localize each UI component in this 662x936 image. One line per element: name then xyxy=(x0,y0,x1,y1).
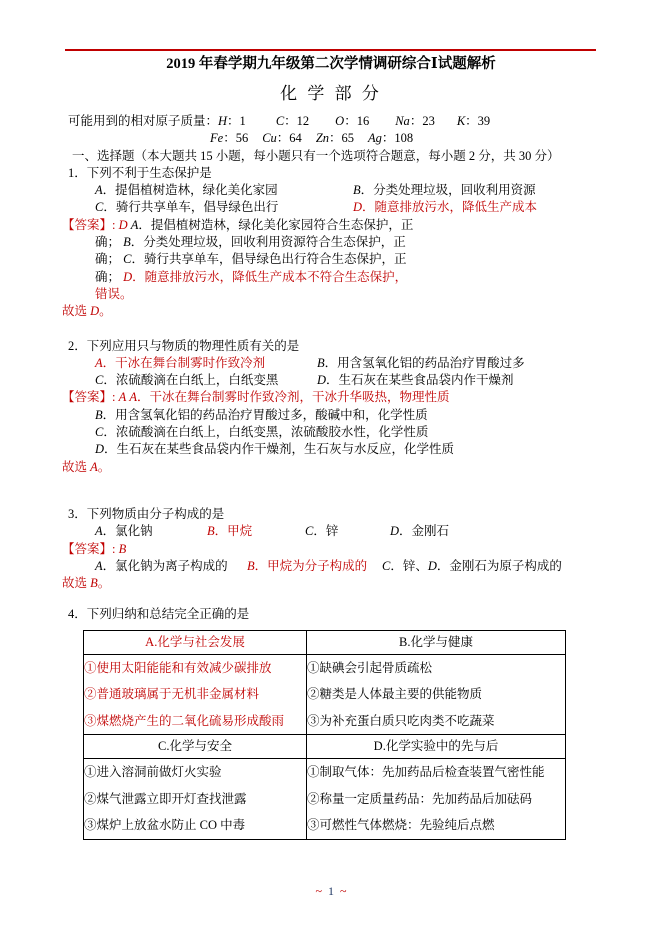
question4-table-container xyxy=(62,630,662,840)
text-segment: Cu xyxy=(262,131,277,146)
text-lines-container xyxy=(62,113,662,624)
text-segment: ．浓硫酸滴在白纸上，白纸变黑 xyxy=(103,373,279,388)
table-list-item: ③煤燃烧产生的二氧化硫易形成酸雨 xyxy=(84,713,285,728)
q3-answer xyxy=(62,541,662,558)
q2-answer xyxy=(62,389,662,406)
table-header-label: A.化学与社会发展 xyxy=(145,634,245,649)
q1-explain-d xyxy=(95,269,662,286)
option-column xyxy=(353,182,536,199)
table-list-item: ②煤气泄露立即开灯查找泄露 xyxy=(84,791,247,806)
text-segment: ．分类处理垃圾，回收利用资源 xyxy=(360,183,536,198)
text-segment: 3．下列物质由分子构成的是 xyxy=(68,506,225,521)
text-segment: ．锌、 xyxy=(390,558,428,573)
table-row xyxy=(84,654,566,735)
q1-stem xyxy=(68,165,662,182)
page-footer xyxy=(0,884,662,899)
table-list-item: ①制取气体：先加药品后检查装置气密性能 xyxy=(307,765,545,780)
table-header-cell xyxy=(84,630,307,654)
text-segment: ．骑行共享单车，倡导绿色出行符合生态保护，正 xyxy=(131,252,407,267)
text-segment: Na xyxy=(395,114,410,128)
table-header-cell xyxy=(84,735,307,759)
text-segment: 【答案】: xyxy=(62,217,119,232)
text-segment: ．干冰在舞台制雾时作致冷剂 xyxy=(102,355,266,370)
text-segment: 确； xyxy=(95,235,124,250)
text-segment: ．甲烷为分子构成的 xyxy=(254,558,368,573)
table-list-item: ①使用太阳能能和有效减少碳排放 xyxy=(84,660,272,675)
option-column xyxy=(95,523,207,540)
table-header-label: C.化学与安全 xyxy=(158,739,232,754)
table-list-cell xyxy=(307,654,566,735)
text-segment: B xyxy=(353,183,361,198)
text-segment: ：39 xyxy=(465,114,491,128)
q1-options-ab xyxy=(95,182,662,199)
table-list-item: ③煤炉上放盆水防止 CO 中毒 xyxy=(84,818,246,833)
table-list-item: ①进入溶洞前做灯火实验 xyxy=(84,765,222,780)
text-segment: ．甲烷 xyxy=(214,524,253,539)
text-segment: ：64 xyxy=(276,131,302,146)
table-row xyxy=(84,759,566,840)
text-segment: 2．下列应用只与物质的物理性质有关的是 xyxy=(68,338,300,353)
text-segment: ．随意排放污水，降低生产成本 xyxy=(362,200,538,215)
text-segment: Zn xyxy=(315,131,330,146)
text-segment: ．金刚石为原子构成的 xyxy=(436,558,562,573)
text-segment: 。 xyxy=(97,459,111,474)
section-heading xyxy=(72,148,662,165)
table-header-cell xyxy=(307,630,566,654)
text-segment: A xyxy=(95,558,103,573)
option-column xyxy=(317,355,525,372)
table-header-cell xyxy=(307,735,566,759)
q1-answer xyxy=(62,217,662,234)
table-list-cell xyxy=(84,759,307,840)
text-segment: C xyxy=(95,373,104,388)
question4-summary-table xyxy=(83,630,566,840)
table-list-item: ②称量一定质量药品：先加药品后加砝码 xyxy=(307,791,533,806)
table-list-item: ③为补充蛋白质只吃肉类不吃蔬菜 xyxy=(307,713,495,728)
text-segment: B xyxy=(90,576,98,591)
option-column xyxy=(95,372,317,389)
text-segment: 可能用到的相对原子质量： xyxy=(68,114,219,128)
text-segment: B xyxy=(95,407,103,422)
q3-options xyxy=(95,523,662,540)
text-segment: ．随意排放污水，降低生产成本不符合生态保护， xyxy=(132,269,408,284)
text-segment: D xyxy=(123,269,133,284)
text-segment: 错误。 xyxy=(95,286,133,301)
table-row xyxy=(84,735,566,759)
text-segment: 确； xyxy=(95,252,124,267)
q2-explain-d xyxy=(95,441,662,458)
text-segment: D xyxy=(90,304,100,319)
text-segment: Ag xyxy=(368,131,382,146)
text-segment: ：1 xyxy=(227,114,246,128)
text-segment: 4．下列归纳和总结完全正确的是 xyxy=(68,607,250,622)
text-segment: B xyxy=(118,541,127,556)
footer-tilde-right: ~ xyxy=(340,884,347,898)
text-segment: ：56 xyxy=(223,131,249,146)
table-list-item: ②普通玻璃属于无机非金属材料 xyxy=(84,687,260,702)
text-segment: ：23 xyxy=(409,114,435,128)
text-segment: B xyxy=(247,558,255,573)
page-title: 2019 年春学期九年级第二次学情调研综合Ⅰ试题解析 xyxy=(166,56,496,72)
text-segment: C xyxy=(123,252,132,267)
option-column xyxy=(317,372,514,389)
option-column xyxy=(95,558,247,575)
text-segment: D xyxy=(118,217,128,232)
text-segment: ：12 xyxy=(284,114,310,128)
text-segment: D xyxy=(353,200,363,215)
text-segment: ．氯化钠为离子构成的 xyxy=(102,558,228,573)
text-segment: O xyxy=(335,114,345,128)
text-segment: ：65 xyxy=(329,131,355,146)
text-segment: D xyxy=(317,373,327,388)
q1-options-cd xyxy=(95,199,662,216)
text-segment: ．分类处理垃圾，回收利用资源符合生态保护，正 xyxy=(130,235,406,250)
q1-explain-end xyxy=(95,286,662,303)
option-column xyxy=(305,523,390,540)
text-segment: ．骑行共享单车，倡导绿色出行 xyxy=(103,200,279,215)
text-segment: B xyxy=(207,524,215,539)
header-rule xyxy=(65,49,596,51)
text-segment: A xyxy=(90,459,98,474)
text-segment: ．干冰在舞台制雾时作致冷剂，干冰升华吸热，物理性质 xyxy=(137,390,450,405)
text-segment: ．氯化钠 xyxy=(102,524,153,539)
text-segment: A xyxy=(95,355,103,370)
text-segment: ．生石灰在某些食品袋内作干燥剂 xyxy=(326,373,514,388)
option-column xyxy=(390,523,449,540)
table-list-item: ②糖类是人体最主要的供能物质 xyxy=(307,687,483,702)
text-segment: B xyxy=(317,355,325,370)
option-column xyxy=(353,199,537,216)
option-column xyxy=(247,558,382,575)
option-column xyxy=(207,523,305,540)
document-body xyxy=(62,113,662,840)
table-list-item: ①缺碘会引起骨质疏松 xyxy=(307,660,433,675)
text-segment: ．金刚石 xyxy=(399,524,450,539)
text-segment: D xyxy=(95,442,105,457)
table-row xyxy=(84,630,566,654)
text-segment: K xyxy=(456,114,466,128)
atomic-mass-line-1 xyxy=(68,113,662,130)
text-segment: C xyxy=(275,114,285,128)
text-segment: D xyxy=(427,558,437,573)
text-segment: ．提倡植树造林，绿化美化家园符合生态保护，正 xyxy=(138,217,414,232)
text-segment: C xyxy=(95,425,104,440)
text-segment: C xyxy=(382,558,391,573)
text-segment: 确； xyxy=(95,269,124,284)
option-column xyxy=(382,558,562,575)
text-segment: D xyxy=(390,524,400,539)
text-segment: 【答案】: xyxy=(62,541,119,556)
q2-conclusion xyxy=(62,459,662,476)
text-segment: 。 xyxy=(97,576,111,591)
page-subtitle: 化 学 部 分 xyxy=(280,84,382,103)
text-segment: ．用含氢氧化铝的药品治疗胃酸过多，酸碱中和，化学性质 xyxy=(102,407,428,422)
text-segment: A xyxy=(130,217,139,232)
text-segment: A xyxy=(95,524,103,539)
q2-options-cd xyxy=(95,372,662,389)
q3-conclusion xyxy=(62,575,662,592)
text-segment: 故选 xyxy=(62,459,91,474)
text-segment: 一、选择题（本大题共 15 小题，每小题只有一个选项符合题意，每小题 2 分，共 30 分） xyxy=(72,148,560,163)
q2-stem xyxy=(68,338,662,355)
text-segment: B xyxy=(123,235,131,250)
q1-conclusion xyxy=(62,303,662,320)
table-list-cell xyxy=(84,654,307,735)
text-segment: 【答案】: xyxy=(62,390,119,405)
text-segment: H xyxy=(218,114,228,128)
text-segment: C xyxy=(305,524,314,539)
text-segment: 故选 xyxy=(62,304,91,319)
q3-explain xyxy=(95,558,662,575)
table-header-label: B.化学与健康 xyxy=(399,634,473,649)
text-segment: A xyxy=(129,390,138,405)
text-segment: ：16 xyxy=(344,114,370,128)
table-header-label: D.化学实验中的先与后 xyxy=(373,739,499,754)
text-segment: Fe xyxy=(210,131,224,146)
table-list-item: ③可燃性气体燃烧：先验纯后点燃 xyxy=(307,818,495,833)
text-segment: ．提倡植树造林，绿化美化家园 xyxy=(102,183,278,198)
option-column xyxy=(95,199,353,216)
text-segment: ：108 xyxy=(381,131,414,146)
text-segment: ．锌 xyxy=(313,524,339,539)
text-segment: ．生石灰在某些食品袋内作干燥剂，生石灰与水反应，化学性质 xyxy=(104,442,455,457)
text-segment: 故选 xyxy=(62,576,91,591)
q3-stem xyxy=(68,506,662,523)
text-segment: 1．下列不利于生态保护是 xyxy=(68,165,212,180)
q2-explain-b xyxy=(95,407,662,424)
footer-tilde-left: ~ xyxy=(315,884,322,898)
text-segment: 。 xyxy=(99,304,112,319)
text-segment: ．浓硫酸滴在白纸上，白纸变黑，浓硫酸胶水性，化学性质 xyxy=(103,425,429,440)
page-number: 1 xyxy=(328,884,334,898)
q2-explain-c xyxy=(95,424,662,441)
q1-explain-c xyxy=(95,251,662,268)
q4-stem xyxy=(68,606,662,623)
text-segment: C xyxy=(95,200,104,215)
q1-explain-b xyxy=(95,234,662,251)
text-segment: A xyxy=(95,183,103,198)
atomic-mass-line-2 xyxy=(210,130,662,147)
option-column xyxy=(95,355,317,372)
text-segment: ．用含氢氧化铝的药品治疗胃酸过多 xyxy=(324,355,525,370)
text-segment: A xyxy=(118,390,127,405)
option-column xyxy=(95,182,353,199)
table-list-cell xyxy=(307,759,566,840)
q2-options-ab xyxy=(95,355,662,372)
